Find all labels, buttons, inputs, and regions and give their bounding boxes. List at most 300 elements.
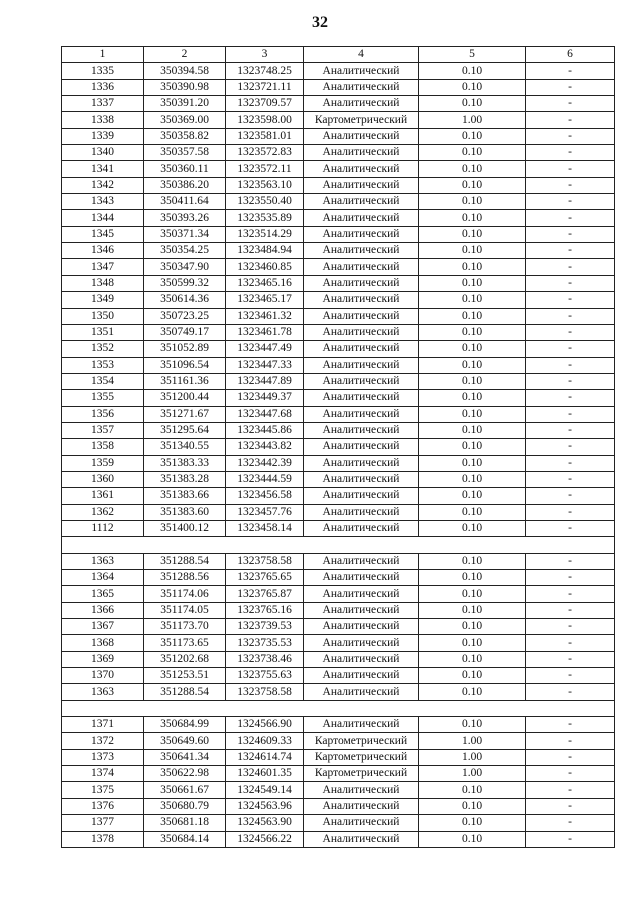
table-cell: Аналитический [304, 684, 419, 700]
table-cell: 1323484.94 [226, 243, 304, 259]
table-cell: - [526, 63, 615, 79]
table-cell: 351173.70 [144, 619, 226, 635]
page-number: 32 [312, 14, 328, 31]
table-cell: 350661.67 [144, 782, 226, 798]
table-cell: 350614.36 [144, 292, 226, 308]
table-row [62, 128, 615, 144]
table-cell: - [526, 488, 615, 504]
table-cell: - [526, 831, 615, 847]
table-cell: 1357 [62, 422, 144, 438]
table-cell: 1323709.57 [226, 96, 304, 112]
table-cell: 1323765.16 [226, 602, 304, 618]
table-row [62, 308, 615, 324]
table-cell: Аналитический [304, 668, 419, 684]
table-cell: - [526, 749, 615, 765]
table-cell: - [526, 602, 615, 618]
table-cell: 0.10 [419, 373, 526, 389]
table-row [62, 112, 615, 128]
table-cell: 1359 [62, 455, 144, 471]
table-cell: Аналитический [304, 651, 419, 667]
table-cell: 1371 [62, 717, 144, 733]
table-cell [419, 537, 526, 553]
table-cell: - [526, 79, 615, 95]
table-cell: - [526, 782, 615, 798]
table-row [62, 471, 615, 487]
table-row [62, 243, 615, 259]
table-row [62, 210, 615, 226]
table-cell: 1324601.35 [226, 766, 304, 782]
table-cell: 0.10 [419, 357, 526, 373]
table-cell: 1323465.16 [226, 275, 304, 291]
table-cell: 1372 [62, 733, 144, 749]
table-cell: 0.10 [419, 668, 526, 684]
table-body [62, 63, 615, 848]
table-cell: 0.10 [419, 504, 526, 520]
table-row [62, 259, 615, 275]
table-cell: Аналитический [304, 161, 419, 177]
table-cell: Картометрический [304, 733, 419, 749]
table-cell: 350599.32 [144, 275, 226, 291]
table-cell: 1323748.25 [226, 63, 304, 79]
table-cell: 0.10 [419, 292, 526, 308]
table-cell: Аналитический [304, 798, 419, 814]
table-cell: 1343 [62, 194, 144, 210]
table-cell [304, 537, 419, 553]
table-cell: 1323581.01 [226, 128, 304, 144]
table-cell: 0.10 [419, 390, 526, 406]
table-cell: - [526, 259, 615, 275]
table-cell: 1323447.68 [226, 406, 304, 422]
table-cell: Аналитический [304, 439, 419, 455]
table-cell: - [526, 243, 615, 259]
table-cell: 350680.79 [144, 798, 226, 814]
table-cell: 1378 [62, 831, 144, 847]
table-cell: 0.10 [419, 161, 526, 177]
table-cell: 1342 [62, 177, 144, 193]
table-cell: 1323443.82 [226, 439, 304, 455]
table-cell: 1323758.58 [226, 684, 304, 700]
table-cell: 1323447.49 [226, 341, 304, 357]
table-row [62, 488, 615, 504]
table-row [62, 177, 615, 193]
table-row [62, 668, 615, 684]
table-cell: 0.10 [419, 651, 526, 667]
table-cell: 1323442.39 [226, 455, 304, 471]
table-cell: - [526, 96, 615, 112]
table-cell: 0.10 [419, 177, 526, 193]
table-cell: Аналитический [304, 422, 419, 438]
table-row [62, 733, 615, 749]
table-cell: - [526, 684, 615, 700]
table-row [62, 782, 615, 798]
table-cell: 0.10 [419, 684, 526, 700]
table-cell: 1346 [62, 243, 144, 259]
table-cell: 0.10 [419, 275, 526, 291]
table-cell: 1323447.33 [226, 357, 304, 373]
table-cell: - [526, 766, 615, 782]
table-cell: 350391.20 [144, 96, 226, 112]
header-cell: 1 [62, 47, 144, 63]
table-cell: 350394.58 [144, 63, 226, 79]
table-cell: 1350 [62, 308, 144, 324]
table-cell: 1374 [62, 766, 144, 782]
table-cell: 1337 [62, 96, 144, 112]
header-cell: 3 [226, 47, 304, 63]
table-cell: Аналитический [304, 341, 419, 357]
table-cell: Аналитический [304, 63, 419, 79]
table-cell: Аналитический [304, 226, 419, 242]
table-cell: Аналитический [304, 292, 419, 308]
table-cell: 1323444.59 [226, 471, 304, 487]
table-cell: 1323457.76 [226, 504, 304, 520]
table-cell: 1112 [62, 520, 144, 536]
table-cell: 1323739.53 [226, 619, 304, 635]
table-cell: - [526, 194, 615, 210]
table-cell: Аналитический [304, 782, 419, 798]
header-row [62, 47, 615, 63]
table-cell: 1339 [62, 128, 144, 144]
table-cell: Аналитический [304, 128, 419, 144]
table-row [62, 749, 615, 765]
table-cell: 0.10 [419, 782, 526, 798]
table-row [62, 700, 615, 716]
table-cell: - [526, 177, 615, 193]
table-cell: - [526, 210, 615, 226]
table-cell: 1323449.37 [226, 390, 304, 406]
table-cell: Картометрический [304, 749, 419, 765]
table-cell: - [526, 390, 615, 406]
coordinates-table [61, 46, 615, 848]
table-cell: - [526, 570, 615, 586]
table-cell: 1323765.87 [226, 586, 304, 602]
table-cell: 351288.56 [144, 570, 226, 586]
table-cell: Аналитический [304, 194, 419, 210]
table-cell: 0.10 [419, 455, 526, 471]
table-cell: 1358 [62, 439, 144, 455]
table-cell: 350393.26 [144, 210, 226, 226]
table-cell: 350347.90 [144, 259, 226, 275]
table-cell: - [526, 112, 615, 128]
table-row [62, 717, 615, 733]
table-cell: - [526, 635, 615, 651]
table-cell: - [526, 373, 615, 389]
table-cell: 1364 [62, 570, 144, 586]
table-cell: 350681.18 [144, 815, 226, 831]
table-cell: 351174.05 [144, 602, 226, 618]
table-cell: 1370 [62, 668, 144, 684]
header-cell: 6 [526, 47, 615, 63]
table-cell: 0.10 [419, 210, 526, 226]
table-row [62, 831, 615, 847]
table-cell: 1324614.74 [226, 749, 304, 765]
table-row [62, 79, 615, 95]
table-cell [144, 537, 226, 553]
table-cell: 350641.34 [144, 749, 226, 765]
table-cell: - [526, 406, 615, 422]
table-cell: Аналитический [304, 635, 419, 651]
table-cell: Аналитический [304, 406, 419, 422]
table-cell: - [526, 292, 615, 308]
table-row [62, 684, 615, 700]
table-row [62, 63, 615, 79]
table-cell: - [526, 439, 615, 455]
table-cell: 350749.17 [144, 324, 226, 340]
table-row [62, 275, 615, 291]
table-row [62, 602, 615, 618]
table-cell: 1324566.22 [226, 831, 304, 847]
table-cell: - [526, 422, 615, 438]
table-cell: 1.00 [419, 733, 526, 749]
table-row [62, 798, 615, 814]
table-cell: - [526, 717, 615, 733]
table-cell: 350386.20 [144, 177, 226, 193]
table-cell: 0.10 [419, 96, 526, 112]
table-cell: Аналитический [304, 488, 419, 504]
table-cell: 1323460.85 [226, 259, 304, 275]
table-cell: - [526, 357, 615, 373]
table-cell: Аналитический [304, 504, 419, 520]
table-cell: 0.10 [419, 520, 526, 536]
table-cell: 1360 [62, 471, 144, 487]
table-cell: 0.10 [419, 226, 526, 242]
table-cell: 1323572.11 [226, 161, 304, 177]
table-row [62, 766, 615, 782]
table-cell: 350411.64 [144, 194, 226, 210]
table-cell: 350357.58 [144, 145, 226, 161]
header-cell: 5 [419, 47, 526, 63]
table-cell: 1367 [62, 619, 144, 635]
table-row [62, 226, 615, 242]
table-cell: 1353 [62, 357, 144, 373]
table-cell: - [526, 553, 615, 569]
table-cell: 1344 [62, 210, 144, 226]
table-cell: 0.10 [419, 602, 526, 618]
table-cell: 350358.82 [144, 128, 226, 144]
table-cell: 351052.89 [144, 341, 226, 357]
table-cell: 351383.60 [144, 504, 226, 520]
table-row [62, 96, 615, 112]
table-cell: - [526, 733, 615, 749]
table-cell: 351383.28 [144, 471, 226, 487]
table-cell: 0.10 [419, 128, 526, 144]
table-cell: 0.10 [419, 324, 526, 340]
table-cell: - [526, 308, 615, 324]
table-cell: 1369 [62, 651, 144, 667]
table-cell: Аналитический [304, 177, 419, 193]
table-cell [62, 700, 144, 716]
table-cell [304, 700, 419, 716]
table-cell: 1338 [62, 112, 144, 128]
table-cell: 1368 [62, 635, 144, 651]
table-row [62, 586, 615, 602]
table-cell: 1349 [62, 292, 144, 308]
table-cell: Аналитический [304, 831, 419, 847]
table-cell [144, 700, 226, 716]
table-cell: 351253.51 [144, 668, 226, 684]
table-cell: 0.10 [419, 79, 526, 95]
table-cell: 1363 [62, 553, 144, 569]
table-row [62, 161, 615, 177]
table-header [62, 47, 615, 63]
table-cell: 0.10 [419, 815, 526, 831]
table-row [62, 815, 615, 831]
table-cell: 1376 [62, 798, 144, 814]
table-cell: Аналитический [304, 79, 419, 95]
table-cell: 1324563.96 [226, 798, 304, 814]
table-cell: 1347 [62, 259, 144, 275]
table-cell: 0.10 [419, 63, 526, 79]
table-cell: Аналитический [304, 308, 419, 324]
table-cell: 0.10 [419, 553, 526, 569]
table-cell: 1324563.90 [226, 815, 304, 831]
table-cell: Картометрический [304, 112, 419, 128]
table-row [62, 145, 615, 161]
table-row [62, 357, 615, 373]
header-cell: 4 [304, 47, 419, 63]
table-cell: Аналитический [304, 210, 419, 226]
table-cell: Аналитический [304, 553, 419, 569]
table-cell: 351161.36 [144, 373, 226, 389]
table-cell: 1361 [62, 488, 144, 504]
table-row [62, 341, 615, 357]
table-cell: Аналитический [304, 815, 419, 831]
table-cell: 351202.68 [144, 651, 226, 667]
table-cell: 1323738.46 [226, 651, 304, 667]
table-cell: Аналитический [304, 471, 419, 487]
table-cell: 1348 [62, 275, 144, 291]
table-cell: 0.10 [419, 406, 526, 422]
table-cell: 351295.64 [144, 422, 226, 438]
table-row [62, 635, 615, 651]
table-cell: 1356 [62, 406, 144, 422]
table-cell: - [526, 619, 615, 635]
table-cell: Аналитический [304, 357, 419, 373]
table-cell: - [526, 798, 615, 814]
table-cell: 1323758.58 [226, 553, 304, 569]
table-cell: - [526, 161, 615, 177]
table-cell: Аналитический [304, 275, 419, 291]
table-cell: 0.10 [419, 831, 526, 847]
table-cell: 1340 [62, 145, 144, 161]
table-cell: 351288.54 [144, 553, 226, 569]
table-cell: 351400.12 [144, 520, 226, 536]
table-cell: 0.10 [419, 717, 526, 733]
table-cell: - [526, 471, 615, 487]
table-cell: 1352 [62, 341, 144, 357]
table-cell: 350360.11 [144, 161, 226, 177]
table-cell: 1324609.33 [226, 733, 304, 749]
table-cell: 1323445.86 [226, 422, 304, 438]
table-cell: 350369.00 [144, 112, 226, 128]
table-cell: 1.00 [419, 766, 526, 782]
table-cell: 0.10 [419, 145, 526, 161]
table-cell: - [526, 275, 615, 291]
table-cell: 1377 [62, 815, 144, 831]
table-cell: 350649.60 [144, 733, 226, 749]
table-cell: 1323535.89 [226, 210, 304, 226]
table-cell: 1351 [62, 324, 144, 340]
table-row [62, 324, 615, 340]
table-cell [526, 700, 615, 716]
table-cell: 1375 [62, 782, 144, 798]
table-cell: - [526, 520, 615, 536]
table-cell: 351173.65 [144, 635, 226, 651]
table-row [62, 292, 615, 308]
table-cell: 1354 [62, 373, 144, 389]
table-cell: 350684.14 [144, 831, 226, 847]
table-cell: 1323458.14 [226, 520, 304, 536]
table-row [62, 520, 615, 536]
table-cell: 0.10 [419, 194, 526, 210]
table-row [62, 651, 615, 667]
table-cell: Аналитический [304, 243, 419, 259]
table-cell: 1362 [62, 504, 144, 520]
table-cell: - [526, 324, 615, 340]
table-cell: - [526, 815, 615, 831]
table-cell: Картометрический [304, 766, 419, 782]
table-cell: Аналитический [304, 520, 419, 536]
table-cell [419, 700, 526, 716]
table-row [62, 537, 615, 553]
table-cell: Аналитический [304, 324, 419, 340]
table-cell: Аналитический [304, 717, 419, 733]
table-cell [226, 537, 304, 553]
table-cell: 1323514.29 [226, 226, 304, 242]
table-cell: - [526, 504, 615, 520]
table-cell: 1341 [62, 161, 144, 177]
table-row [62, 390, 615, 406]
table-cell: 350371.34 [144, 226, 226, 242]
table-cell: 0.10 [419, 308, 526, 324]
table-cell: 351271.67 [144, 406, 226, 422]
table-cell: Аналитический [304, 96, 419, 112]
table-cell: 0.10 [419, 570, 526, 586]
table-row [62, 406, 615, 422]
table-row [62, 422, 615, 438]
table-cell: - [526, 668, 615, 684]
table-row [62, 553, 615, 569]
table-row [62, 619, 615, 635]
table-cell: - [526, 128, 615, 144]
table-cell: 1.00 [419, 749, 526, 765]
table-cell: 350390.98 [144, 79, 226, 95]
table-cell: 351096.54 [144, 357, 226, 373]
table-cell: 1345 [62, 226, 144, 242]
table-cell: 1324566.90 [226, 717, 304, 733]
table-cell: 0.10 [419, 586, 526, 602]
table-cell: 1323461.78 [226, 324, 304, 340]
table-cell: - [526, 651, 615, 667]
table-cell: - [526, 145, 615, 161]
table-cell: 350622.98 [144, 766, 226, 782]
table-cell [62, 537, 144, 553]
table-cell: 0.10 [419, 259, 526, 275]
table-row [62, 439, 615, 455]
table-cell: 0.10 [419, 619, 526, 635]
table-cell: 350723.25 [144, 308, 226, 324]
table-cell: Аналитический [304, 259, 419, 275]
table-cell: 0.10 [419, 341, 526, 357]
table-cell: Аналитический [304, 570, 419, 586]
table-cell [226, 700, 304, 716]
table-cell: 0.10 [419, 471, 526, 487]
table-cell: 1323572.83 [226, 145, 304, 161]
table-cell: 1355 [62, 390, 144, 406]
table-cell: 0.10 [419, 798, 526, 814]
table-cell: 0.10 [419, 243, 526, 259]
table-cell: 351383.33 [144, 455, 226, 471]
table-cell: 351383.66 [144, 488, 226, 504]
